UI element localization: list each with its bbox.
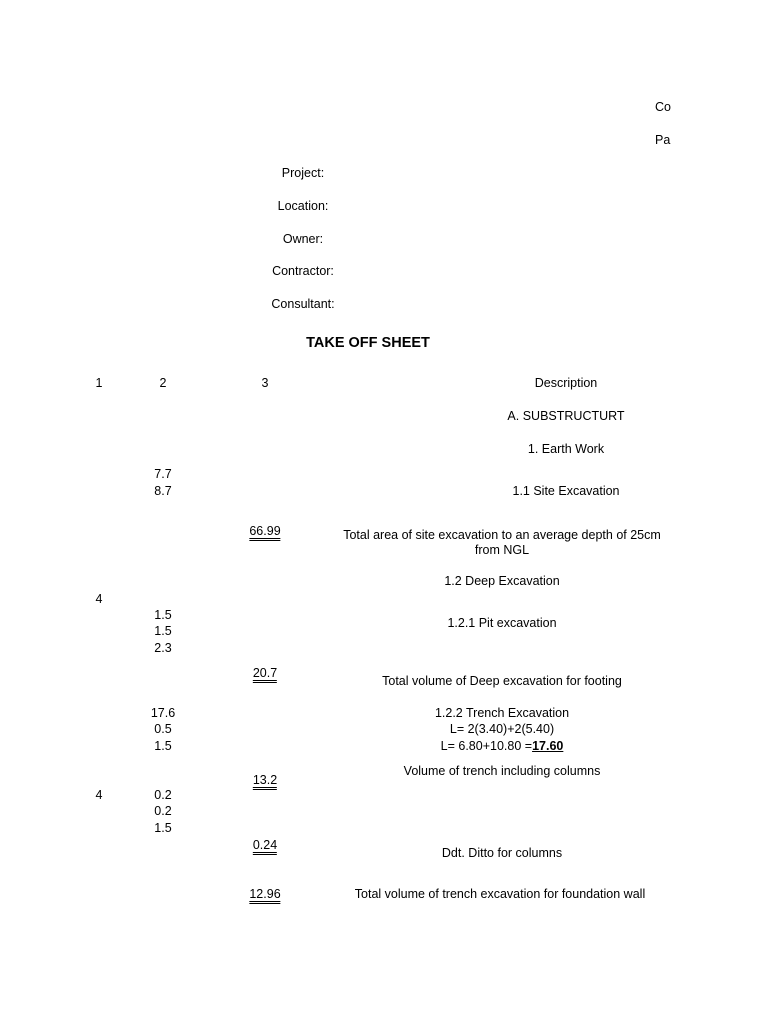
column-header-description: Description (534, 376, 598, 390)
trench-dim-3: 1.5 (154, 739, 172, 753)
trench-calc-line2-prefix: L= 6.80+10.80 = (440, 739, 533, 753)
pit-dim-1: 1.5 (154, 608, 172, 622)
trench-calc-line1: L= 2(3.40)+2(5.40) (449, 722, 555, 736)
contractor-label: Contractor: (272, 264, 334, 278)
site-excavation-total-desc-line1: Total area of site excavation to an average depth of 25cm (343, 528, 661, 542)
sheet-title: TAKE OFF SHEET (306, 335, 430, 351)
trench-calc-line2-result: 17.60 (532, 739, 564, 753)
pit-total-desc: Total volume of Deep excavation for footing (382, 674, 622, 688)
pit-dim-2: 1.5 (154, 624, 172, 638)
deduct-multiplier: 4 (95, 788, 103, 802)
header-corner-bottom: Pa (655, 133, 671, 147)
pit-total: 20.7 (253, 666, 277, 683)
trench-volume-desc: Volume of trench including columns (403, 764, 601, 778)
trench-volume: 13.2 (253, 773, 277, 790)
trench-net-total: 12.96 (249, 887, 280, 904)
site-excavation-heading: 1.1 Site Excavation (512, 484, 620, 498)
trench-net-desc: Total volume of trench excavation for foundation wall (354, 887, 646, 901)
consultant-label: Consultant: (271, 297, 335, 311)
deduct-dim-2: 0.2 (154, 804, 172, 818)
site-dim-2: 8.7 (154, 484, 172, 498)
project-label: Project: (281, 166, 325, 180)
column-header-2: 2 (159, 376, 167, 390)
site-dim-1: 7.7 (154, 467, 172, 481)
column-header-3: 3 (261, 376, 269, 390)
site-excavation-total: 66.99 (249, 524, 280, 541)
pit-excavation-heading: 1.2.1 Pit excavation (447, 616, 557, 630)
section-substructure: A. SUBSTRUCTURT (507, 409, 625, 423)
column-header-1: 1 (95, 376, 103, 390)
deep-excavation-heading: 1.2 Deep Excavation (444, 574, 560, 588)
owner-label: Owner: (282, 232, 324, 246)
trench-excavation-heading: 1.2.2 Trench Excavation (434, 706, 570, 720)
header-corner-top: Co (655, 100, 671, 114)
deduct-dim-3: 1.5 (154, 821, 172, 835)
section-earth-work: 1. Earth Work (527, 442, 605, 456)
pit-multiplier: 4 (95, 592, 103, 606)
pit-dim-3: 2.3 (154, 641, 172, 655)
trench-dim-2: 0.5 (154, 722, 172, 736)
location-label: Location: (277, 199, 329, 213)
deduct-dim-1: 0.2 (154, 788, 172, 802)
site-excavation-total-desc-line2: from NGL (474, 543, 530, 557)
trench-calc-line2 (441, 739, 564, 754)
deduct-desc: Ddt. Ditto for columns (441, 846, 563, 860)
trench-dim-1: 17.6 (150, 706, 176, 720)
deduct-total: 0.24 (253, 838, 277, 855)
